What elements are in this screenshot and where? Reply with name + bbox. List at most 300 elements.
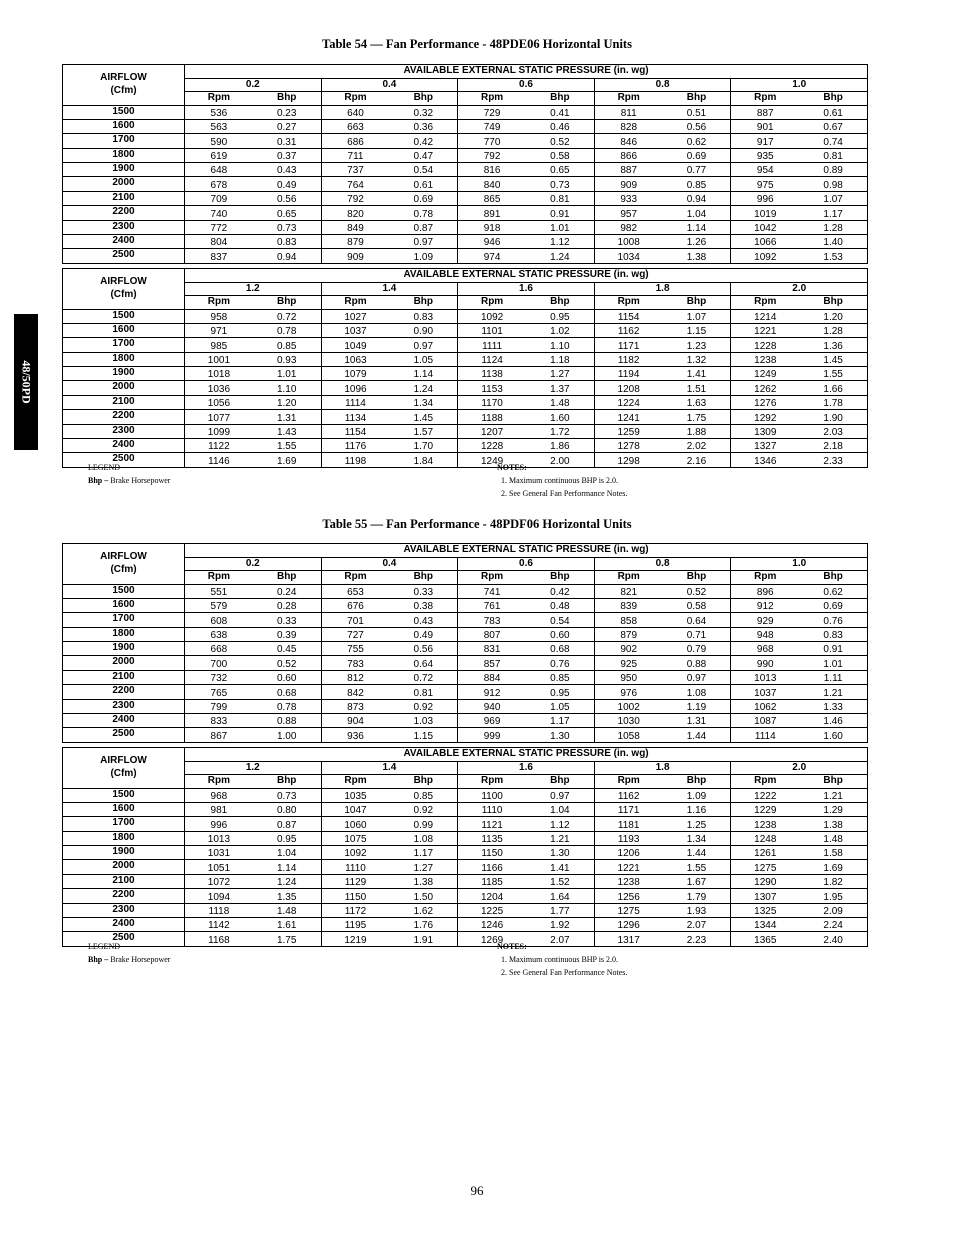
rpm-cell: 996 (731, 191, 799, 205)
rpm-cell: 1099 (185, 424, 253, 438)
rpm-cell: 1101 (458, 323, 526, 337)
bhp-cell: 1.75 (663, 410, 731, 424)
rpm-cell: 958 (185, 309, 253, 323)
col-rpm: Rpm (185, 296, 253, 310)
rpm-cell: 727 (321, 627, 389, 641)
bhp-cell: 0.52 (663, 584, 731, 598)
rpm-cell: 1168 (185, 932, 253, 946)
rpm-cell: 891 (458, 206, 526, 220)
bhp-cell: 2.09 (799, 903, 867, 917)
rpm-cell: 918 (458, 220, 526, 234)
bhp-cell: 0.51 (663, 105, 731, 119)
col-rpm: Rpm (321, 775, 389, 789)
airflow-cell: 1700 (63, 134, 185, 148)
bhp-cell: 0.49 (389, 627, 457, 641)
rpm-cell: 1221 (594, 860, 662, 874)
bhp-cell: 0.78 (253, 323, 321, 337)
airflow-cell: 2100 (63, 670, 185, 684)
bhp-cell: 1.20 (799, 309, 867, 323)
pressure-value: 0.4 (321, 78, 458, 92)
bhp-cell: 1.10 (526, 338, 594, 352)
bhp-cell: 1.24 (389, 381, 457, 395)
table-row (63, 249, 868, 263)
table-row (63, 206, 868, 220)
bhp-cell: 1.14 (663, 220, 731, 234)
pressure-value: 0.4 (321, 557, 458, 571)
rpm-cell: 1346 (731, 453, 799, 467)
airflow-cell: 2500 (63, 728, 185, 742)
table-row (63, 105, 868, 119)
bhp-cell: 1.43 (253, 424, 321, 438)
rpm-cell: 563 (185, 119, 253, 133)
bhp-cell: 1.93 (663, 903, 731, 917)
rpm-cell: 711 (321, 148, 389, 162)
rpm-cell: 1110 (458, 802, 526, 816)
bhp-cell: 1.34 (663, 831, 731, 845)
rpm-cell: 831 (458, 642, 526, 656)
bhp-cell: 1.57 (389, 424, 457, 438)
rpm-cell: 839 (594, 598, 662, 612)
rpm-cell: 957 (594, 206, 662, 220)
rpm-cell: 1146 (185, 453, 253, 467)
bhp-cell: 1.21 (526, 831, 594, 845)
table-row (63, 439, 868, 453)
rpm-cell: 1222 (731, 788, 799, 802)
col-bhp: Bhp (799, 296, 867, 310)
rpm-cell: 799 (185, 699, 253, 713)
rpm-cell: 1019 (731, 206, 799, 220)
col-bhp: Bhp (389, 296, 457, 310)
bhp-cell: 0.47 (389, 148, 457, 162)
table-row (63, 932, 868, 946)
bhp-cell: 0.93 (253, 352, 321, 366)
rpm-cell: 1248 (731, 831, 799, 845)
bhp-cell: 1.90 (799, 410, 867, 424)
col-rpm: Rpm (185, 571, 253, 585)
table-row (63, 119, 868, 133)
col-bhp: Bhp (526, 775, 594, 789)
notes-title: NOTES: (497, 463, 527, 472)
rpm-cell: 1056 (185, 395, 253, 409)
bhp-cell: 1.17 (389, 846, 457, 860)
bhp-cell: 2.33 (799, 453, 867, 467)
rpm-cell: 640 (321, 105, 389, 119)
bhp-cell: 1.51 (663, 381, 731, 395)
rpm-cell: 700 (185, 656, 253, 670)
rpm-cell: 901 (731, 119, 799, 133)
bhp-cell: 0.81 (389, 685, 457, 699)
bhp-cell: 0.88 (253, 714, 321, 728)
rpm-cell: 1170 (458, 395, 526, 409)
airflow-cell: 2000 (63, 656, 185, 670)
table-54-legend (88, 461, 170, 487)
rpm-cell: 879 (321, 235, 389, 249)
bhp-cell: 1.02 (526, 323, 594, 337)
rpm-cell: 884 (458, 670, 526, 684)
airflow-cell: 2000 (63, 381, 185, 395)
rpm-cell: 638 (185, 627, 253, 641)
pressure-value: 1.8 (594, 282, 731, 296)
airflow-cell: 1900 (63, 642, 185, 656)
rpm-cell: 1114 (321, 395, 389, 409)
table-row (63, 699, 868, 713)
bhp-cell: 1.70 (389, 439, 457, 453)
rpm-cell: 849 (321, 220, 389, 234)
rpm-cell: 1138 (458, 367, 526, 381)
rpm-cell: 828 (594, 119, 662, 133)
bhp-cell: 0.81 (526, 191, 594, 205)
pressure-value: 0.8 (594, 557, 731, 571)
rpm-cell: 1134 (321, 410, 389, 424)
bhp-cell: 1.21 (799, 685, 867, 699)
rpm-cell: 740 (185, 206, 253, 220)
table-row (63, 424, 868, 438)
table-row (63, 642, 868, 656)
bhp-cell: 1.60 (526, 410, 594, 424)
bhp-cell: 0.64 (663, 613, 731, 627)
bhp-cell: 1.14 (253, 860, 321, 874)
bhp-cell: 2.23 (663, 932, 731, 946)
rpm-cell: 792 (458, 148, 526, 162)
rpm-cell: 608 (185, 613, 253, 627)
pressure-header: AVAILABLE EXTERNAL STATIC PRESSURE (in. wg) (185, 65, 868, 79)
bhp-cell: 0.56 (663, 119, 731, 133)
airflow-unit: (Cfm) (110, 767, 137, 779)
bhp-cell: 1.09 (389, 249, 457, 263)
bhp-cell: 0.90 (389, 323, 457, 337)
bhp-cell: 0.83 (389, 309, 457, 323)
rpm-cell: 1278 (594, 439, 662, 453)
bhp-cell: 1.11 (799, 670, 867, 684)
table-row (63, 656, 868, 670)
pressure-value: 0.2 (185, 78, 322, 92)
table-55-block-1 (62, 543, 868, 743)
rpm-cell: 925 (594, 656, 662, 670)
rpm-cell: 737 (321, 163, 389, 177)
bhp-cell: 0.91 (526, 206, 594, 220)
legend-text: Brake Horsepower (110, 955, 171, 964)
airflow-cell: 1800 (63, 148, 185, 162)
rpm-cell: 866 (594, 148, 662, 162)
rpm-cell: 1150 (321, 889, 389, 903)
bhp-cell: 1.28 (799, 323, 867, 337)
rpm-cell: 1172 (321, 903, 389, 917)
rpm-cell: 1092 (321, 846, 389, 860)
rpm-cell: 1269 (458, 932, 526, 946)
bhp-cell: 1.64 (526, 889, 594, 903)
bhp-cell: 0.52 (526, 134, 594, 148)
col-rpm: Rpm (731, 92, 799, 106)
rpm-cell: 1114 (731, 728, 799, 742)
rpm-cell: 1296 (594, 918, 662, 932)
bhp-cell: 1.07 (663, 309, 731, 323)
rpm-cell: 940 (458, 699, 526, 713)
rpm-cell: 1246 (458, 918, 526, 932)
rpm-cell: 1327 (731, 439, 799, 453)
legend-sep: – (104, 955, 109, 964)
airflow-cell: 1600 (63, 323, 185, 337)
bhp-cell: 1.23 (663, 338, 731, 352)
bhp-cell: 0.42 (526, 584, 594, 598)
airflow-cell: 2500 (63, 453, 185, 467)
rpm-cell: 807 (458, 627, 526, 641)
col-rpm: Rpm (594, 571, 662, 585)
airflow-cell: 2300 (63, 903, 185, 917)
airflow-cell: 2400 (63, 439, 185, 453)
col-bhp: Bhp (663, 92, 731, 106)
bhp-cell: 0.32 (389, 105, 457, 119)
bhp-cell: 0.72 (389, 670, 457, 684)
bhp-cell: 1.28 (799, 220, 867, 234)
bhp-cell: 1.03 (389, 714, 457, 728)
bhp-cell: 0.71 (663, 627, 731, 641)
rpm-cell: 879 (594, 627, 662, 641)
table-row (63, 802, 868, 816)
airflow-header (63, 269, 185, 310)
bhp-cell: 0.43 (253, 163, 321, 177)
rpm-cell: 1066 (731, 235, 799, 249)
rpm-cell: 982 (594, 220, 662, 234)
table-row (63, 453, 868, 467)
table-row (63, 714, 868, 728)
col-bhp: Bhp (253, 296, 321, 310)
bhp-cell: 0.56 (253, 191, 321, 205)
bhp-cell: 0.33 (253, 613, 321, 627)
table-54-block-1 (62, 64, 868, 264)
bhp-cell: 0.45 (253, 642, 321, 656)
col-rpm: Rpm (458, 571, 526, 585)
table-row (63, 352, 868, 366)
bhp-cell: 1.20 (253, 395, 321, 409)
pressure-value: 1.2 (185, 761, 322, 775)
rpm-cell: 772 (185, 220, 253, 234)
bhp-cell: 1.15 (389, 728, 457, 742)
rpm-cell: 676 (321, 598, 389, 612)
rpm-cell: 1176 (321, 439, 389, 453)
table-row (63, 627, 868, 641)
bhp-cell: 1.63 (663, 395, 731, 409)
bhp-cell: 2.24 (799, 918, 867, 932)
bhp-cell: 1.10 (253, 381, 321, 395)
col-bhp: Bhp (389, 92, 457, 106)
bhp-cell: 0.76 (526, 656, 594, 670)
bhp-cell: 1.55 (799, 367, 867, 381)
rpm-cell: 1062 (731, 699, 799, 713)
col-rpm: Rpm (185, 92, 253, 106)
rpm-cell: 1150 (458, 846, 526, 860)
bhp-cell: 0.54 (526, 613, 594, 627)
rpm-cell: 1229 (731, 802, 799, 816)
rpm-cell: 896 (731, 584, 799, 598)
rpm-cell: 1188 (458, 410, 526, 424)
rpm-cell: 1238 (731, 352, 799, 366)
table-row (63, 309, 868, 323)
rpm-cell: 1162 (594, 788, 662, 802)
rpm-cell: 1001 (185, 352, 253, 366)
bhp-cell: 1.36 (799, 338, 867, 352)
rpm-cell: 820 (321, 206, 389, 220)
bhp-cell: 0.23 (253, 105, 321, 119)
rpm-cell: 1171 (594, 802, 662, 816)
bhp-cell: 0.46 (526, 119, 594, 133)
rpm-cell: 1034 (594, 249, 662, 263)
table-row (63, 831, 868, 845)
rpm-cell: 1129 (321, 874, 389, 888)
table-row (63, 323, 868, 337)
bhp-cell: 1.55 (253, 439, 321, 453)
bhp-cell: 0.69 (389, 191, 457, 205)
rpm-cell: 985 (185, 338, 253, 352)
bhp-cell: 1.45 (389, 410, 457, 424)
airflow-cell: 2200 (63, 410, 185, 424)
table-row (63, 903, 868, 917)
rpm-cell: 1214 (731, 309, 799, 323)
rpm-cell: 912 (731, 598, 799, 612)
bhp-cell: 1.88 (663, 424, 731, 438)
rpm-cell: 1194 (594, 367, 662, 381)
bhp-cell: 2.03 (799, 424, 867, 438)
rpm-cell: 1135 (458, 831, 526, 845)
col-bhp: Bhp (799, 571, 867, 585)
bhp-cell: 0.94 (663, 191, 731, 205)
bhp-cell: 0.81 (799, 148, 867, 162)
airflow-cell: 1500 (63, 105, 185, 119)
rpm-cell: 968 (731, 642, 799, 656)
rpm-cell: 678 (185, 177, 253, 191)
table-row (63, 584, 868, 598)
rpm-cell: 1092 (731, 249, 799, 263)
bhp-cell: 2.07 (526, 932, 594, 946)
airflow-cell: 1700 (63, 613, 185, 627)
col-bhp: Bhp (799, 92, 867, 106)
bhp-cell: 1.38 (799, 817, 867, 831)
bhp-cell: 1.05 (389, 352, 457, 366)
bhp-cell: 1.16 (663, 802, 731, 816)
table-row (63, 918, 868, 932)
bhp-cell: 0.58 (663, 598, 731, 612)
bhp-cell: 0.95 (253, 831, 321, 845)
rpm-cell: 1013 (185, 831, 253, 845)
bhp-cell: 1.77 (526, 903, 594, 917)
col-bhp: Bhp (799, 775, 867, 789)
rpm-cell: 1219 (321, 932, 389, 946)
bhp-cell: 0.65 (253, 206, 321, 220)
bhp-cell: 1.69 (253, 453, 321, 467)
bhp-cell: 0.60 (526, 627, 594, 641)
bhp-cell: 1.17 (526, 714, 594, 728)
rpm-cell: 968 (185, 788, 253, 802)
bhp-cell: 1.08 (389, 831, 457, 845)
pressure-value: 1.8 (594, 761, 731, 775)
rpm-cell: 1094 (185, 889, 253, 903)
bhp-cell: 0.39 (253, 627, 321, 641)
bhp-cell: 0.38 (389, 598, 457, 612)
rpm-cell: 1002 (594, 699, 662, 713)
rpm-cell: 1087 (731, 714, 799, 728)
rpm-cell: 749 (458, 119, 526, 133)
table-row (63, 685, 868, 699)
bhp-cell: 0.80 (253, 802, 321, 816)
table-row (63, 381, 868, 395)
rpm-cell: 770 (458, 134, 526, 148)
rpm-cell: 1153 (458, 381, 526, 395)
bhp-cell: 0.83 (253, 235, 321, 249)
bhp-cell: 0.78 (253, 699, 321, 713)
table-row (63, 367, 868, 381)
rpm-cell: 1344 (731, 918, 799, 932)
note-item: 1. Maximum continuous BHP is 2.0. (501, 955, 619, 964)
pressure-value: 1.6 (458, 282, 595, 296)
col-bhp: Bhp (253, 775, 321, 789)
table-row (63, 670, 868, 684)
note-item: 2. See General Fan Performance Notes. (501, 489, 628, 498)
rpm-cell: 902 (594, 642, 662, 656)
bhp-cell: 1.45 (799, 352, 867, 366)
bhp-cell: 0.37 (253, 148, 321, 162)
bhp-cell: 1.46 (799, 714, 867, 728)
table-row (63, 235, 868, 249)
bhp-cell: 1.58 (799, 846, 867, 860)
bhp-cell: 1.18 (526, 352, 594, 366)
bhp-cell: 0.61 (799, 105, 867, 119)
rpm-cell: 981 (185, 802, 253, 816)
airflow-unit: (Cfm) (110, 563, 137, 575)
bhp-cell: 0.64 (389, 656, 457, 670)
rpm-cell: 996 (185, 817, 253, 831)
bhp-cell: 0.28 (253, 598, 321, 612)
rpm-cell: 1249 (458, 453, 526, 467)
rpm-cell: 904 (321, 714, 389, 728)
bhp-cell: 0.73 (253, 220, 321, 234)
col-bhp: Bhp (253, 571, 321, 585)
bhp-cell: 1.08 (663, 685, 731, 699)
airflow-cell: 2400 (63, 235, 185, 249)
rpm-cell: 732 (185, 670, 253, 684)
bhp-cell: 0.88 (663, 656, 731, 670)
bhp-cell: 1.25 (663, 817, 731, 831)
bhp-cell: 2.40 (799, 932, 867, 946)
rpm-cell: 1290 (731, 874, 799, 888)
col-rpm: Rpm (321, 571, 389, 585)
bhp-cell: 1.53 (799, 249, 867, 263)
bhp-cell: 0.92 (389, 699, 457, 713)
rpm-cell: 867 (185, 728, 253, 742)
airflow-cell: 1800 (63, 627, 185, 641)
rpm-cell: 1121 (458, 817, 526, 831)
rpm-cell: 1118 (185, 903, 253, 917)
table-row (63, 613, 868, 627)
bhp-cell: 1.48 (526, 395, 594, 409)
col-rpm: Rpm (594, 92, 662, 106)
rpm-cell: 1325 (731, 903, 799, 917)
rpm-cell: 1262 (731, 381, 799, 395)
rpm-cell: 999 (458, 728, 526, 742)
rpm-cell: 764 (321, 177, 389, 191)
bhp-cell: 1.92 (526, 918, 594, 932)
airflow-cell: 2200 (63, 685, 185, 699)
rpm-cell: 761 (458, 598, 526, 612)
rpm-cell: 1259 (594, 424, 662, 438)
bhp-cell: 0.62 (663, 134, 731, 148)
airflow-cell: 1800 (63, 831, 185, 845)
bhp-cell: 0.36 (389, 119, 457, 133)
bhp-cell: 1.09 (663, 788, 731, 802)
table-row (63, 410, 868, 424)
rpm-cell: 1166 (458, 860, 526, 874)
bhp-cell: 1.14 (389, 367, 457, 381)
airflow-cell: 2200 (63, 206, 185, 220)
airflow-cell: 1500 (63, 309, 185, 323)
